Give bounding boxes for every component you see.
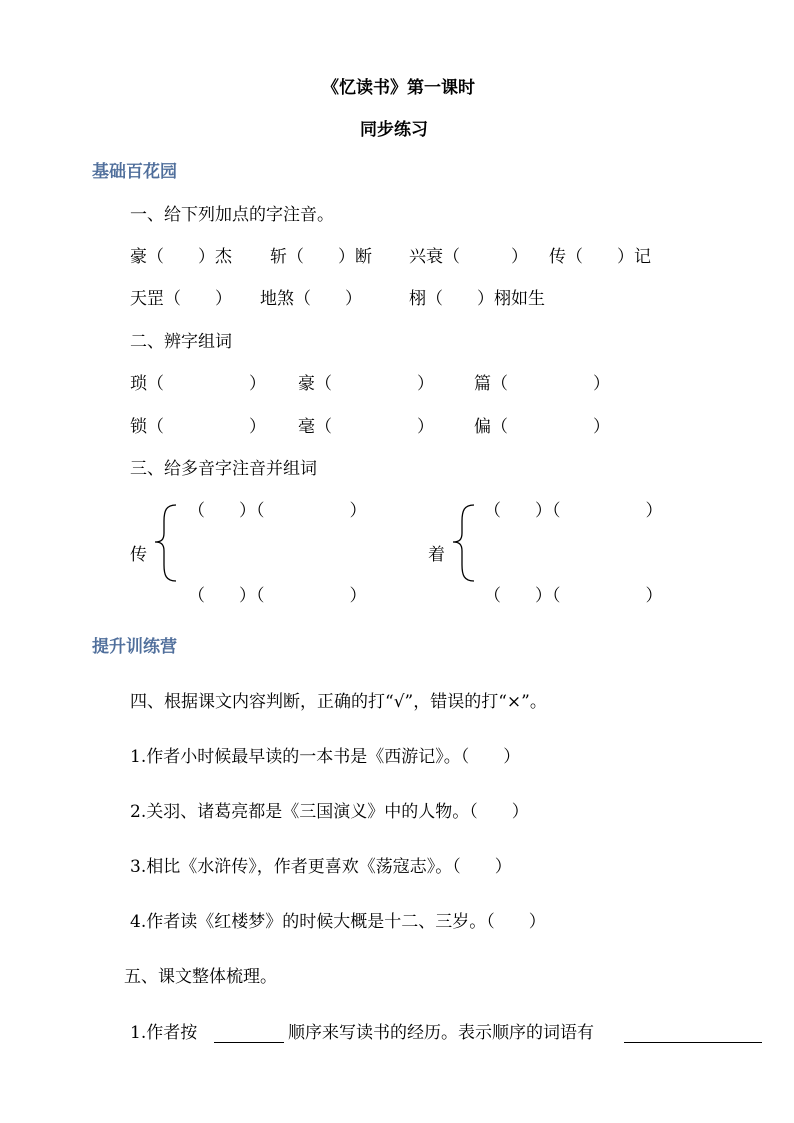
q1-heading: 一、给下列加点的字注音。	[130, 205, 334, 225]
q3-blank-pair: （ ）（ ）	[188, 501, 367, 521]
q1-item: 传（ ）记	[549, 247, 651, 267]
left-brace	[152, 503, 182, 583]
q1-item: 栩（ ）栩如生	[409, 289, 545, 309]
right-brace	[450, 503, 480, 583]
q3-blank-pair: （ ）（ ）	[188, 586, 367, 606]
q2-item: 琐（ ）	[130, 374, 266, 394]
answer-blank[interactable]	[624, 1042, 762, 1043]
section-heading-advanced: 提升训练营	[92, 637, 177, 657]
q1-item: 斩（ ）断	[270, 247, 372, 267]
q1-item: 兴衰（ ）	[409, 247, 528, 267]
section-heading-basics: 基础百花园	[92, 162, 177, 182]
q3-blank-pair: （ ）（ ）	[484, 501, 663, 521]
polyphone-char-left: 传	[130, 545, 147, 565]
q4-statement: 1.作者小时候最早读的一本书是《西游记》。（ ）	[130, 747, 521, 767]
q3-blank-pair: （ ）（ ）	[484, 586, 663, 606]
q2-item: 毫（ ）	[298, 417, 434, 437]
page-title: 《忆读书》第一课时	[322, 78, 475, 98]
q1-item: 豪（ ）杰	[130, 247, 232, 267]
q1-item: 地煞（ ）	[260, 289, 362, 309]
q5-item1-prefix: 1.作者按	[130, 1023, 198, 1043]
page-subtitle: 同步练习	[360, 120, 428, 140]
q4-statement: 2.关羽、诸葛亮都是《三国演义》中的人物。（ ）	[130, 802, 529, 822]
answer-blank[interactable]	[214, 1042, 284, 1043]
q2-heading: 二、辨字组词	[130, 332, 232, 352]
q2-item: 锁（ ）	[130, 417, 266, 437]
q2-item: 偏（ ）	[474, 417, 610, 437]
q5-item1-text: 顺序来写读书的经历。表示顺序的词语有	[288, 1023, 594, 1043]
q3-heading: 三、给多音字注音并组词	[130, 459, 317, 479]
q1-item: 天罡（ ）	[130, 289, 232, 309]
polyphone-char-right: 着	[428, 545, 445, 565]
q5-heading: 五、课文整体梳理。	[124, 967, 277, 987]
q2-item: 豪（ ）	[298, 374, 434, 394]
q4-statement: 4.作者读《红楼梦》的时候大概是十二、三岁。（ ）	[130, 912, 546, 932]
q2-item: 篇（ ）	[474, 374, 610, 394]
q4-statement: 3.相比《水浒传》，作者更喜欢《荡寇志》。（ ）	[130, 857, 512, 877]
q4-heading: 四、根据课文内容判断，正确的打“√”，错误的打“×”。	[130, 692, 547, 712]
